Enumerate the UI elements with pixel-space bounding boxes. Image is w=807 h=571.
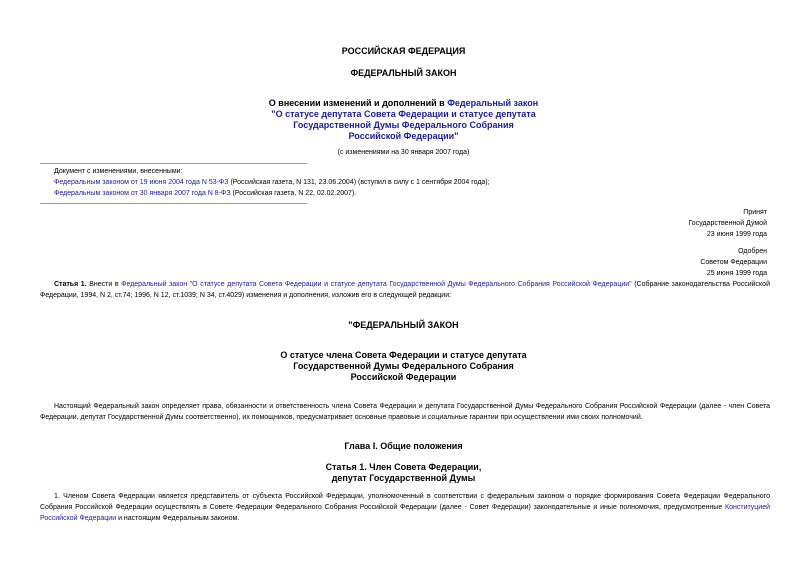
article-1-title-line2: депутат Государственной Думы bbox=[331, 473, 476, 483]
article-1-law-link[interactable]: Федеральный закон "О статусе депутата Совета Федерации и статусе депутата Государственной Думы Федерального Собрания Российской Федерации" bbox=[121, 281, 632, 288]
law-title-link-federal-law[interactable]: Федеральный закон bbox=[447, 98, 539, 108]
law-title-prefix: О внесении изменений и дополнений в bbox=[268, 98, 448, 108]
adoption-block-duma bbox=[688, 207, 767, 240]
divider-top bbox=[40, 163, 307, 164]
article-1-point-1 bbox=[40, 491, 770, 524]
law-title-link-line2[interactable]: "О статусе депутата Совета Федерации и статусе депутата bbox=[271, 109, 536, 119]
divider-bottom bbox=[40, 203, 307, 204]
country-heading: РОССИЙСКАЯ ФЕДЕРАЦИЯ bbox=[341, 46, 466, 56]
law-title-link-line3[interactable]: Государственной Думы Федерального Собрания bbox=[293, 120, 514, 130]
article-1-label: Статья 1. bbox=[54, 281, 87, 288]
amendment-2-details: (Российская газета, N 22, 02.02.2007). bbox=[230, 190, 357, 197]
point-1-text: 1. Членом Совета Федерации является представитель от субъекта Российской Федерации, уполномоченный в соответствии с федеральным законом о порядке формирования Совета Федерации Федерального Собрания Российской Федерации осуществлять в Совете Федерации Федерального Собрания Российской Федерации (далее - Совет Федерации) законодательные и иные полномочия, предусмотренные bbox=[40, 493, 770, 511]
changes-item-1 bbox=[54, 177, 490, 188]
article-1-title-line1: Статья 1. Член Совета Федерации, bbox=[325, 462, 482, 472]
amendment-link-2004[interactable]: Федеральным законом от 19 июня 2004 года N 53-ФЗ bbox=[54, 179, 229, 186]
amendment-link-2007[interactable]: Федеральным законом от 30 января 2007 года N 8-ФЗ bbox=[54, 190, 231, 197]
adopted-date: 23 июня 1999 года bbox=[706, 231, 767, 238]
adoption-block-council bbox=[700, 246, 767, 279]
article-1-paragraph bbox=[40, 279, 770, 301]
chapter-1-heading: Глава I. Общие положения bbox=[344, 441, 463, 451]
amended-note: (с изменениями на 30 января 2007 года) bbox=[337, 149, 470, 156]
inner-doc-type-heading: "ФЕДЕРАЛЬНЫЙ ЗАКОН bbox=[348, 320, 459, 330]
changes-intro: Документ с изменениями, внесенными: bbox=[54, 168, 183, 175]
preamble-paragraph: Настоящий Федеральный закон определяет права, обязанности и ответственность члена Совета Федерации и депутата Государственной Думы Федерального Собрания Российской Федерации (далее - член Совета Федерации, депутат Государственной Думы соответственно), их помощников, предусматривает основные правовые и социальные гарантии при осуществлении ими своих полномочий. bbox=[40, 403, 770, 421]
changes-item-2 bbox=[54, 188, 356, 199]
adopted-by: Государственной Думой bbox=[688, 220, 767, 227]
law-title-line1 bbox=[0, 98, 807, 109]
approved-label: Одобрен bbox=[738, 248, 767, 255]
constitution-link[interactable]: Конституцией Российской Федерации bbox=[40, 504, 770, 522]
inner-title-line2: Государственной Думы Федерального Собрания bbox=[293, 361, 514, 371]
approved-by: Советом Федерации bbox=[700, 259, 767, 266]
amendment-1-details: (Российская газета, N 131, 23.06.2004) (вступил в силу с 1 сентября 2004 года); bbox=[228, 179, 490, 186]
approved-date: 25 июня 1999 года bbox=[706, 270, 767, 277]
adopted-label: Принят bbox=[743, 209, 767, 216]
article-1-text-end: (Собрание законодательства Российской Федерации, 1994, N 2, ст.74; 1996, N 12, ст.1039; N 34, ст.4029) изменения и дополнения, изложив его в следующей редакции: bbox=[40, 281, 770, 299]
point-1-text-end: и настоящим Федеральным законом. bbox=[116, 515, 240, 522]
doc-type-heading: ФЕДЕРАЛЬНЫЙ ЗАКОН bbox=[350, 68, 457, 78]
inner-title-line3: Российской Федерации bbox=[350, 372, 457, 382]
article-1-text-start: Внести в bbox=[86, 281, 122, 288]
inner-title-line1: О статусе члена Совета Федерации и статусе депутата bbox=[280, 350, 527, 360]
law-title-link-line4[interactable]: Российской Федерации" bbox=[348, 131, 459, 141]
